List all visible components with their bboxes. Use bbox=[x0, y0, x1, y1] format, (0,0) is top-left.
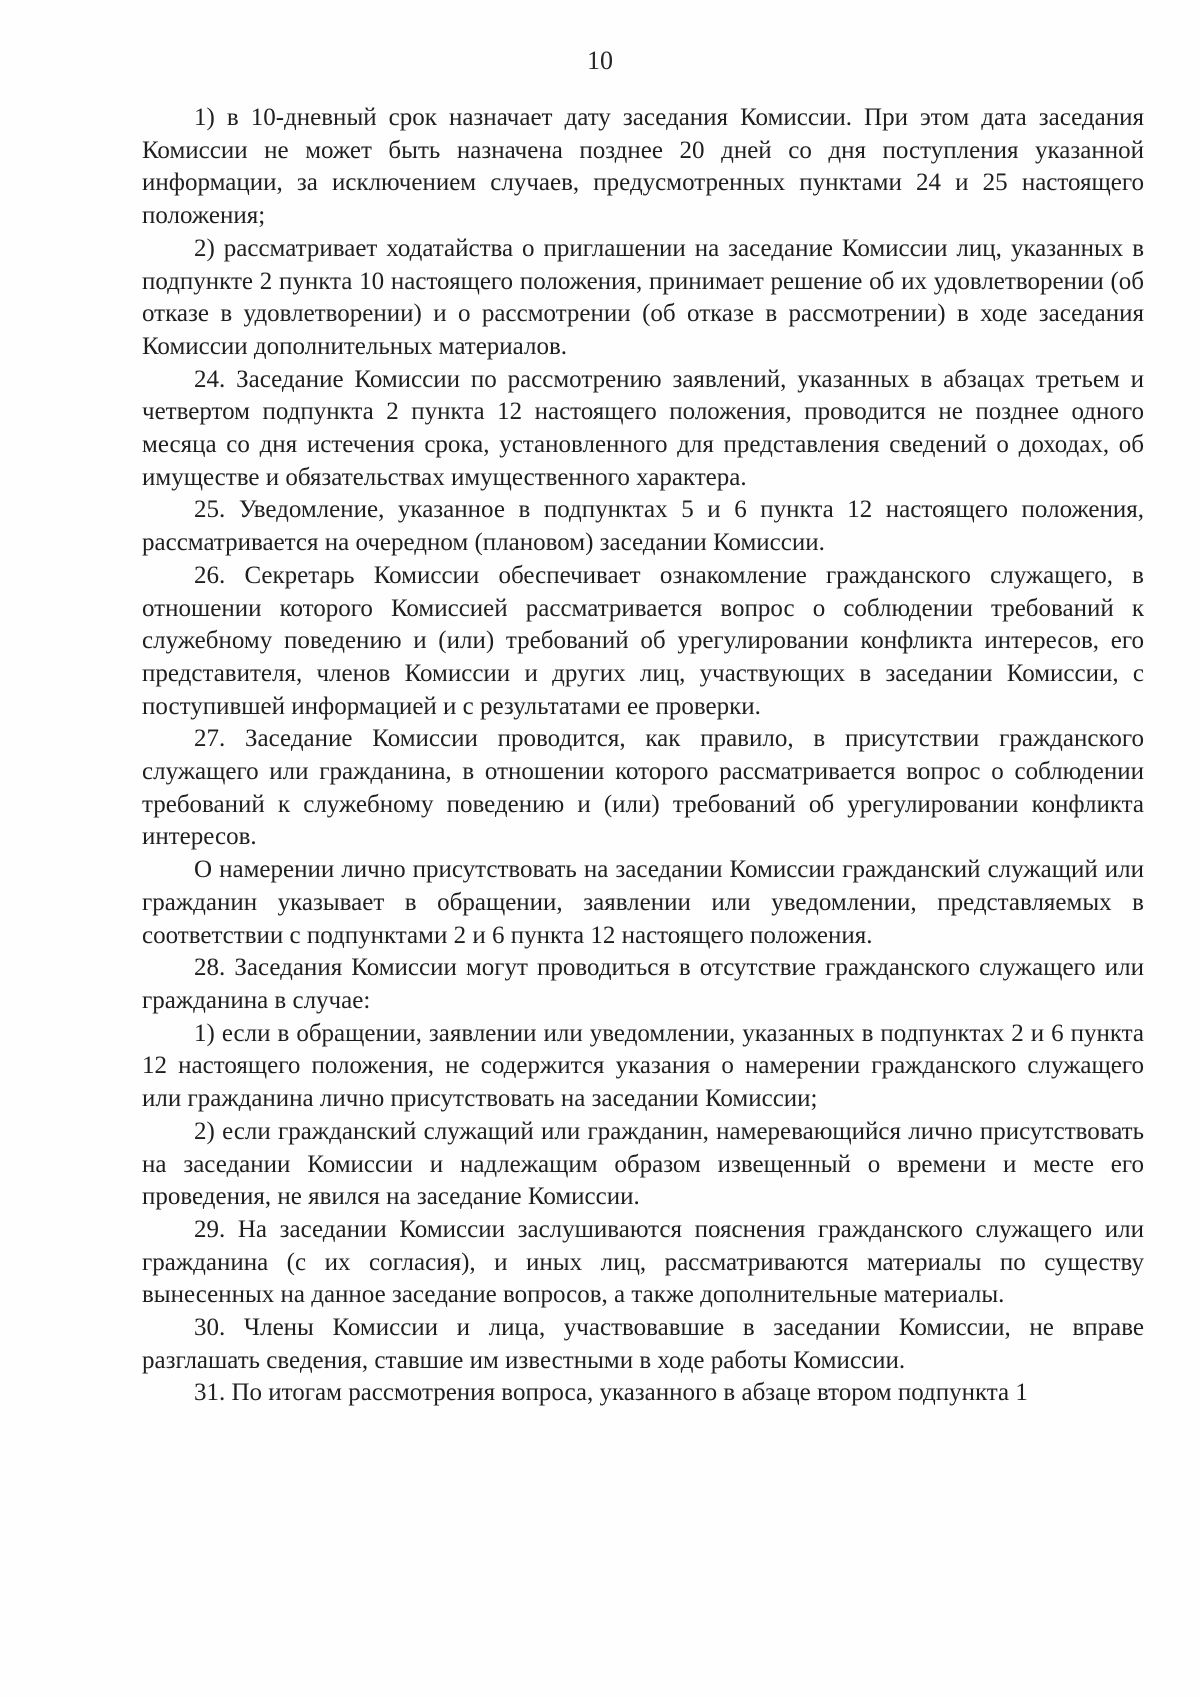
paragraph-30: 30. Члены Комиссии и лица, участвовавшие в заседании Комиссии, не вправе разглашать сведения, ставшие им известными в ходе работы Комиссии. bbox=[142, 1314, 1144, 1374]
paragraph-24: 24. Заседание Комиссии по рассмотрению заявлений, указанных в абзацах третьем и четвертом подпункта 2 пункта 12 настоящего положения, проводится не позднее одного месяца со дня истечения срока, установленного для представления сведений о доходах, об имуществе и обязательствах имущественного характера. bbox=[142, 365, 1144, 491]
paragraph-25: 25. Уведомление, указанное в подпунктах 5 и 6 пункта 12 настоящего положения, рассматривается на очередном (плановом) заседании Комиссии. bbox=[142, 496, 1144, 557]
paragraph-27-continuation: О намерении лично присутствовать на заседании Комиссии гражданский служащий или гражданин указывает в обращении, заявлении или уведомлении, представляемых в соответствии с подпунктами 2 и 6 пункта 12 настоящего положения. bbox=[142, 856, 1144, 949]
paragraph-31: 31. По итогам рассмотрения вопроса, указанного в абзаце втором подпункта 1 bbox=[194, 1379, 1028, 1407]
paragraph-item-2-subpoint: 2) рассматривает ходатайства о приглашении на заседание Комиссии лиц, указанных в подпункте 2 пункта 10 настоящего положения, принимает решение об их удовлетворении (об отказе в удовлетворении) и о рассмотрении (об отказе в рассмотрении) в ходе заседания Комиссии дополнительных материалов. bbox=[142, 234, 1144, 360]
paragraph-28-subpoint-1: 1) если в обращении, заявлении или уведомлении, указанных в подпунктах 2 и 6 пункта 12 настоящего положения, не содержится указания о намерении гражданского служащего или гражданина лично присутствовать на заседании Комиссии; bbox=[142, 1019, 1144, 1113]
paragraph-28: 28. Заседания Комиссии могут проводиться в отсутствие гражданского служащего или гражданина в случае: bbox=[142, 954, 1144, 1014]
document-body bbox=[142, 102, 1144, 1410]
paragraph-28-subpoint-2: 2) если гражданский служащий или гражданин, намеревающийся лично присутствовать на заседании Комиссии и надлежащим образом извещенный о времени и месте его проведения, не явился на заседание Комиссии. bbox=[142, 1117, 1144, 1211]
paragraph-27: 27. Заседание Комиссии проводится, как правило, в присутствии гражданского служащего или гражданина, в отношении которого рассматривается вопрос о соблюдении требований к служебному поведению и (или) требований об урегулировании конфликта интересов. bbox=[142, 725, 1144, 851]
page-number: 10 bbox=[587, 46, 613, 75]
paragraph-26: 26. Секретарь Комиссии обеспечивает ознакомление гражданского служащего, в отношении которого Комиссией рассматривается вопрос о соблюдении требований к служебному поведению и (или) требований об урегулировании конфликта интересов, его представителя, членов Комиссии и других лиц, участвующих в заседании Комиссии, с поступившей информацией и с результатами ее проверки. bbox=[142, 561, 1144, 720]
paragraph-29: 29. На заседании Комиссии заслушиваются пояснения гражданского служащего или гражданина (с их согласия), и иных лиц, рассматриваются материалы по существу вынесенных на данное заседание вопросов, а также дополнительные материалы. bbox=[142, 1215, 1144, 1309]
paragraph-item-1-subpoint: 1) в 10-дневный срок назначает дату заседания Комиссии. При этом дата заседания Комиссии не может быть назначена позднее 20 дней со дня поступления указанной информации, за исключением случаев, предусмотренных пунктами 24 и 25 настоящего положения; bbox=[142, 104, 1144, 230]
